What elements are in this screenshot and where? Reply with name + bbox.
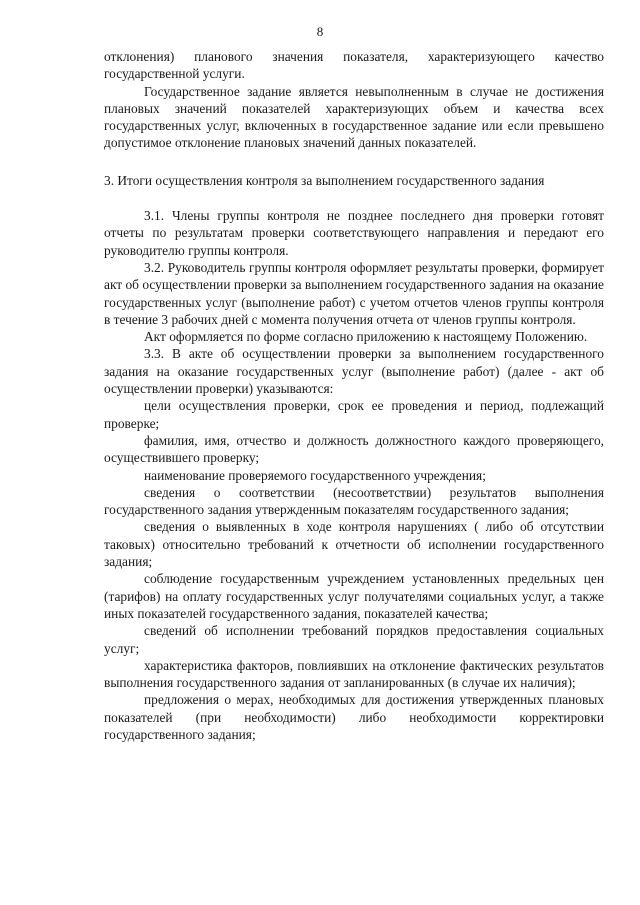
paragraph: отклонения) планового значения показателя, характеризующего качество государственной услуги. <box>104 49 604 82</box>
list-item: сведения о выявленных в ходе контроля нарушениях ( либо об отсутствии таковых) относительно требований к отчетности об исполнении государственного задания; <box>104 519 604 570</box>
document-body <box>104 48 604 743</box>
paragraph: Государственное задание является невыполненным в случае не достижения плановых значений показателей характеризующих объем и качества всех государственных услуг, включенных в государственное задание или если превышено допустимое отклонение плановых значений данных показателей. <box>104 83 604 151</box>
page-number: 8 <box>316 24 324 39</box>
section-item-3-2: 3.2. Руководитель группы контроля оформляет результаты проверки, формирует акт об осуществлении проверки за выполнением государственного задания на оказание государственных услуг (выполнение работ) с учетом отчетов членов группы контроля в течение 3 рабочих дней с момента получения отчета от членов группы контроля. <box>104 259 604 327</box>
paragraph: Акт оформляется по форме согласно приложению к настоящему Положению. <box>144 329 588 345</box>
list-item: характеристика факторов, повлиявших на отклонение фактических результатов выполнения государственного задания от запланированных (в случае их наличия); <box>104 657 604 691</box>
section-item-3-1: 3.1. Члены группы контроля не позднее последнего дня проверки готовят отчеты по результатам проверки соответствующего направления и передают его руководителю группы контроля. <box>104 208 604 258</box>
list-item: цели осуществления проверки, срок ее проведения и период, подлежащий проверке; <box>104 398 604 431</box>
list-item: наименование проверяемого государственного учреждения; <box>144 467 486 483</box>
list-item: фамилия, имя, отчество и должность должностного каждого проверяющего, осуществившего проверку; <box>104 432 604 466</box>
list-item: сведений об исполнении требований порядков предоставления социальных услуг; <box>104 623 604 656</box>
list-item: сведения о соответствии (несоответствии) результатов выполнения государственного задания утвержденным показателям государственного задания; <box>104 484 604 518</box>
section-heading: 3. Итоги осуществления контроля за выполнением государственного задания <box>104 172 545 188</box>
section-item-3-3: 3.3. В акте об осуществлении проверки за выполнением государственного задания на оказание государственных услуг (выполнение работ) (далее - акт об осуществлении проверки) указываются: <box>104 346 604 397</box>
list-item: предложения о мерах, необходимых для достижения утвержденных плановых показателей (при необходимости) либо необходимости корректировки государственного задания; <box>104 692 604 742</box>
list-item: соблюдение государственным учреждением установленных предельных цен (тарифов) на оплату государственных услуг получателями социальных услуг, а также иных показателей государственного задания, показателей качества; <box>104 571 604 621</box>
